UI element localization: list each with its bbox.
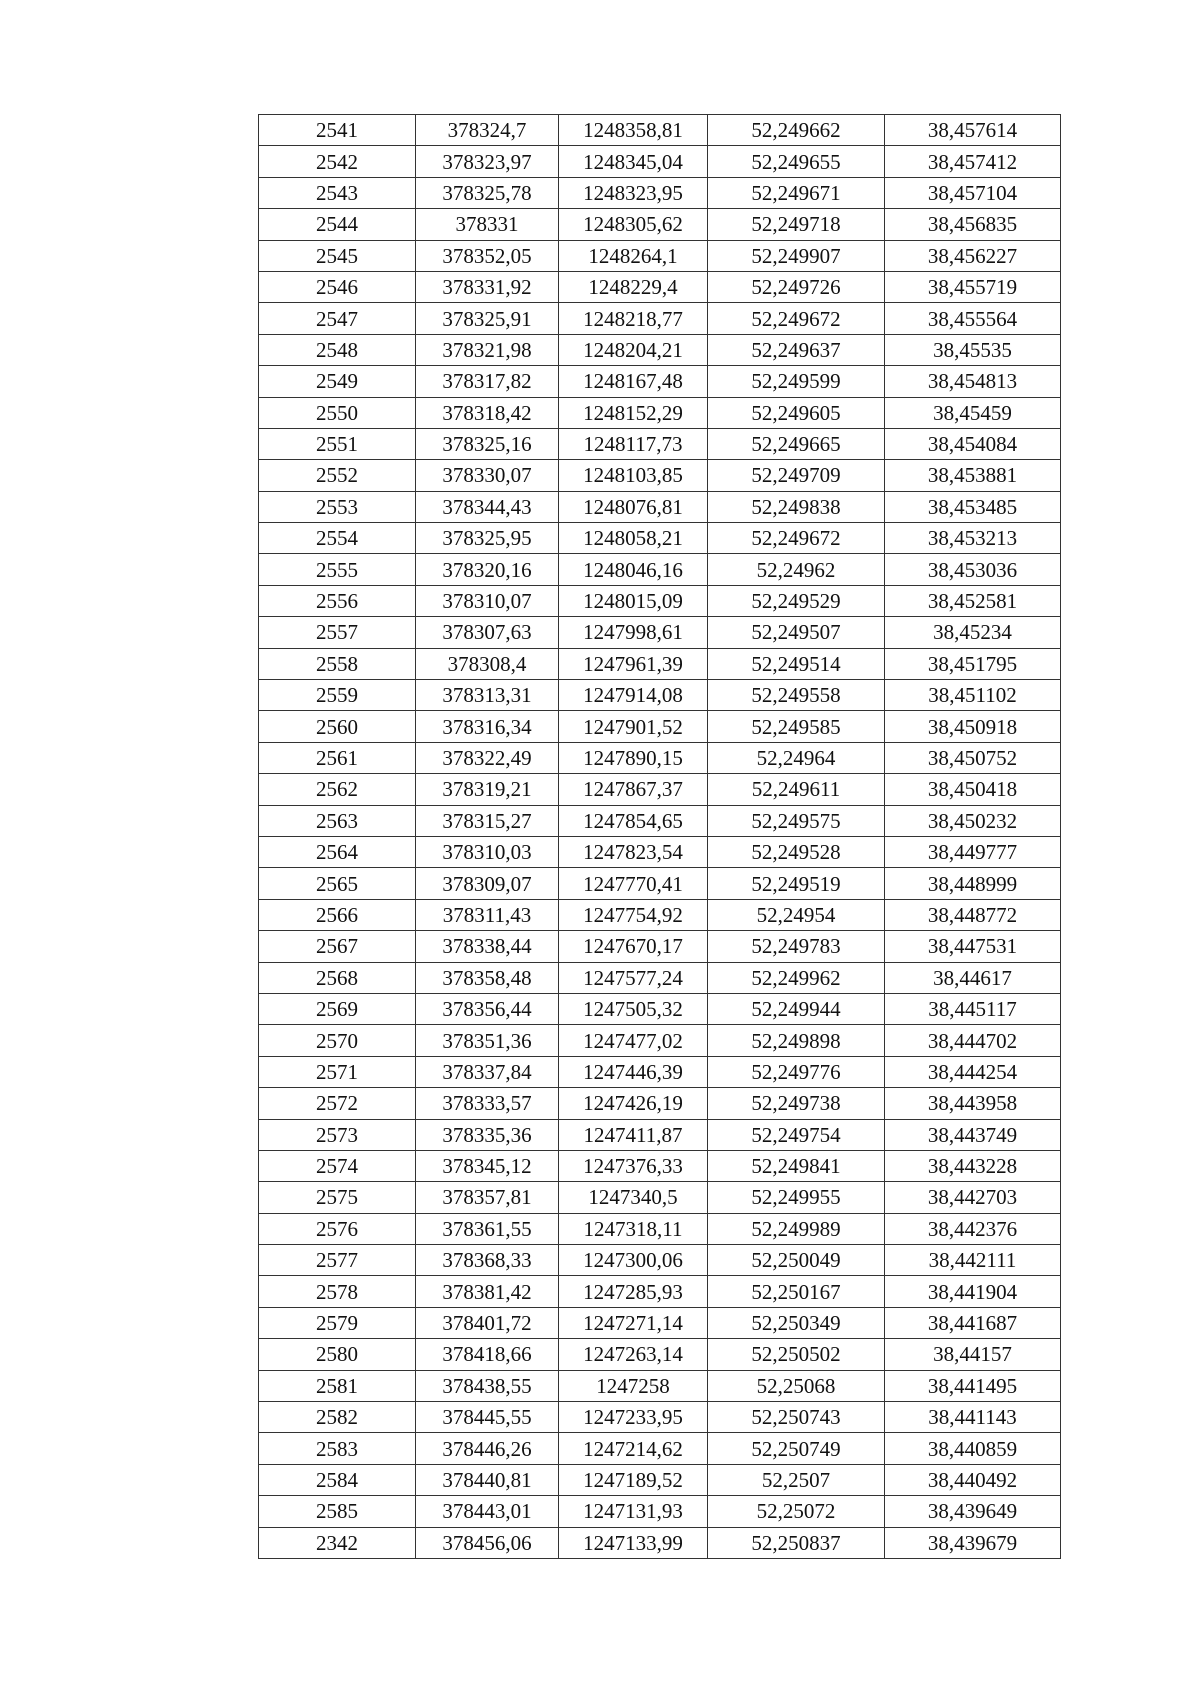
x-coordinate-cell: 378331 [416,209,559,240]
latitude-cell: 52,249519 [708,868,885,899]
x-coordinate-cell: 378345,12 [416,1150,559,1181]
point-number-cell: 2564 [259,836,416,867]
longitude-cell: 38,441904 [885,1276,1061,1307]
point-number-cell: 2577 [259,1245,416,1276]
longitude-cell: 38,443958 [885,1088,1061,1119]
x-coordinate-cell: 378310,07 [416,585,559,616]
table-body [259,115,1061,1559]
x-coordinate-cell: 378445,55 [416,1402,559,1433]
x-coordinate-cell: 378361,55 [416,1213,559,1244]
table-row [259,1213,1061,1244]
point-number-cell: 2578 [259,1276,416,1307]
point-number-cell: 2585 [259,1496,416,1527]
table-row [259,271,1061,302]
x-coordinate-cell: 378330,07 [416,460,559,491]
point-number-cell: 2342 [259,1527,416,1558]
x-coordinate-cell: 378446,26 [416,1433,559,1464]
longitude-cell: 38,444254 [885,1056,1061,1087]
x-coordinate-cell: 378335,36 [416,1119,559,1150]
table-row [259,115,1061,146]
table-row [259,1339,1061,1370]
point-number-cell: 2544 [259,209,416,240]
point-number-cell: 2571 [259,1056,416,1087]
x-coordinate-cell: 378319,21 [416,774,559,805]
x-coordinate-cell: 378356,44 [416,993,559,1024]
y-coordinate-cell: 1247998,61 [559,617,708,648]
latitude-cell: 52,249585 [708,711,885,742]
table-row [259,1088,1061,1119]
x-coordinate-cell: 378352,05 [416,240,559,271]
longitude-cell: 38,448999 [885,868,1061,899]
longitude-cell: 38,442376 [885,1213,1061,1244]
latitude-cell: 52,250837 [708,1527,885,1558]
latitude-cell: 52,249662 [708,115,885,146]
y-coordinate-cell: 1248264,1 [559,240,708,271]
longitude-cell: 38,444702 [885,1025,1061,1056]
y-coordinate-cell: 1247214,62 [559,1433,708,1464]
y-coordinate-cell: 1248015,09 [559,585,708,616]
latitude-cell: 52,249841 [708,1150,885,1181]
point-number-cell: 2570 [259,1025,416,1056]
longitude-cell: 38,45535 [885,334,1061,365]
point-number-cell: 2562 [259,774,416,805]
latitude-cell: 52,250167 [708,1276,885,1307]
x-coordinate-cell: 378315,27 [416,805,559,836]
table-row [259,931,1061,962]
longitude-cell: 38,439679 [885,1527,1061,1558]
x-coordinate-cell: 378325,95 [416,523,559,554]
point-number-cell: 2583 [259,1433,416,1464]
latitude-cell: 52,249962 [708,962,885,993]
point-number-cell: 2582 [259,1402,416,1433]
longitude-cell: 38,456227 [885,240,1061,271]
longitude-cell: 38,441495 [885,1370,1061,1401]
latitude-cell: 52,249718 [708,209,885,240]
point-number-cell: 2548 [259,334,416,365]
y-coordinate-cell: 1248305,62 [559,209,708,240]
longitude-cell: 38,449777 [885,836,1061,867]
latitude-cell: 52,249907 [708,240,885,271]
table-row [259,1496,1061,1527]
table-row [259,617,1061,648]
table-row [259,428,1061,459]
table-row [259,1433,1061,1464]
x-coordinate-cell: 378443,01 [416,1496,559,1527]
table-row [259,1276,1061,1307]
longitude-cell: 38,442703 [885,1182,1061,1213]
y-coordinate-cell: 1247271,14 [559,1307,708,1338]
y-coordinate-cell: 1247189,52 [559,1464,708,1495]
longitude-cell: 38,441687 [885,1307,1061,1338]
point-number-cell: 2541 [259,115,416,146]
y-coordinate-cell: 1247446,39 [559,1056,708,1087]
point-number-cell: 2550 [259,397,416,428]
point-number-cell: 2555 [259,554,416,585]
y-coordinate-cell: 1247340,5 [559,1182,708,1213]
table-row [259,1527,1061,1558]
x-coordinate-cell: 378456,06 [416,1527,559,1558]
y-coordinate-cell: 1247961,39 [559,648,708,679]
longitude-cell: 38,453881 [885,460,1061,491]
longitude-cell: 38,44157 [885,1339,1061,1370]
longitude-cell: 38,453036 [885,554,1061,585]
latitude-cell: 52,249944 [708,993,885,1024]
x-coordinate-cell: 378325,91 [416,303,559,334]
y-coordinate-cell: 1247890,15 [559,742,708,773]
point-number-cell: 2574 [259,1150,416,1181]
y-coordinate-cell: 1247131,93 [559,1496,708,1527]
point-number-cell: 2576 [259,1213,416,1244]
table-row [259,711,1061,742]
table-row [259,774,1061,805]
latitude-cell: 52,249558 [708,680,885,711]
y-coordinate-cell: 1247411,87 [559,1119,708,1150]
table-row [259,993,1061,1024]
point-number-cell: 2572 [259,1088,416,1119]
x-coordinate-cell: 378368,33 [416,1245,559,1276]
table-row [259,836,1061,867]
latitude-cell: 52,249672 [708,303,885,334]
latitude-cell: 52,249605 [708,397,885,428]
latitude-cell: 52,249507 [708,617,885,648]
latitude-cell: 52,249738 [708,1088,885,1119]
y-coordinate-cell: 1247867,37 [559,774,708,805]
table-row [259,366,1061,397]
y-coordinate-cell: 1247477,02 [559,1025,708,1056]
latitude-cell: 52,249726 [708,271,885,302]
y-coordinate-cell: 1248323,95 [559,177,708,208]
y-coordinate-cell: 1247285,93 [559,1276,708,1307]
point-number-cell: 2549 [259,366,416,397]
longitude-cell: 38,442111 [885,1245,1061,1276]
longitude-cell: 38,44617 [885,962,1061,993]
x-coordinate-cell: 378338,44 [416,931,559,962]
longitude-cell: 38,451102 [885,680,1061,711]
latitude-cell: 52,250502 [708,1339,885,1370]
x-coordinate-cell: 378324,7 [416,115,559,146]
longitude-cell: 38,440492 [885,1464,1061,1495]
latitude-cell: 52,249611 [708,774,885,805]
x-coordinate-cell: 378381,42 [416,1276,559,1307]
x-coordinate-cell: 378357,81 [416,1182,559,1213]
longitude-cell: 38,457412 [885,146,1061,177]
x-coordinate-cell: 378318,42 [416,397,559,428]
y-coordinate-cell: 1247133,99 [559,1527,708,1558]
longitude-cell: 38,453213 [885,523,1061,554]
latitude-cell: 52,250743 [708,1402,885,1433]
table-row [259,240,1061,271]
x-coordinate-cell: 378308,4 [416,648,559,679]
x-coordinate-cell: 378313,31 [416,680,559,711]
point-number-cell: 2566 [259,899,416,930]
latitude-cell: 52,249671 [708,177,885,208]
latitude-cell: 52,249989 [708,1213,885,1244]
point-number-cell: 2557 [259,617,416,648]
longitude-cell: 38,454813 [885,366,1061,397]
point-number-cell: 2546 [259,271,416,302]
longitude-cell: 38,441143 [885,1402,1061,1433]
x-coordinate-cell: 378344,43 [416,491,559,522]
longitude-cell: 38,439649 [885,1496,1061,1527]
x-coordinate-cell: 378310,03 [416,836,559,867]
point-number-cell: 2565 [259,868,416,899]
latitude-cell: 52,249637 [708,334,885,365]
point-number-cell: 2552 [259,460,416,491]
table-row [259,209,1061,240]
point-number-cell: 2573 [259,1119,416,1150]
longitude-cell: 38,454084 [885,428,1061,459]
x-coordinate-cell: 378333,57 [416,1088,559,1119]
point-number-cell: 2560 [259,711,416,742]
latitude-cell: 52,249514 [708,648,885,679]
latitude-cell: 52,249709 [708,460,885,491]
y-coordinate-cell: 1248358,81 [559,115,708,146]
latitude-cell: 52,249898 [708,1025,885,1056]
longitude-cell: 38,455564 [885,303,1061,334]
y-coordinate-cell: 1248152,29 [559,397,708,428]
longitude-cell: 38,450418 [885,774,1061,805]
table-row [259,899,1061,930]
x-coordinate-cell: 378317,82 [416,366,559,397]
longitude-cell: 38,445117 [885,993,1061,1024]
y-coordinate-cell: 1247577,24 [559,962,708,993]
x-coordinate-cell: 378358,48 [416,962,559,993]
x-coordinate-cell: 378401,72 [416,1307,559,1338]
latitude-cell: 52,249529 [708,585,885,616]
point-number-cell: 2556 [259,585,416,616]
latitude-cell: 52,249838 [708,491,885,522]
latitude-cell: 52,249528 [708,836,885,867]
point-number-cell: 2553 [259,491,416,522]
y-coordinate-cell: 1248103,85 [559,460,708,491]
latitude-cell: 52,24962 [708,554,885,585]
point-number-cell: 2547 [259,303,416,334]
y-coordinate-cell: 1247300,06 [559,1245,708,1276]
point-number-cell: 2580 [259,1339,416,1370]
point-number-cell: 2584 [259,1464,416,1495]
y-coordinate-cell: 1248345,04 [559,146,708,177]
longitude-cell: 38,440859 [885,1433,1061,1464]
table-row [259,1056,1061,1087]
point-number-cell: 2542 [259,146,416,177]
table-row [259,146,1061,177]
x-coordinate-cell: 378418,66 [416,1339,559,1370]
latitude-cell: 52,250049 [708,1245,885,1276]
y-coordinate-cell: 1247233,95 [559,1402,708,1433]
table-row [259,397,1061,428]
longitude-cell: 38,45459 [885,397,1061,428]
x-coordinate-cell: 378325,16 [416,428,559,459]
x-coordinate-cell: 378320,16 [416,554,559,585]
longitude-cell: 38,443228 [885,1150,1061,1181]
point-number-cell: 2569 [259,993,416,1024]
table-row [259,680,1061,711]
table-row [259,1025,1061,1056]
point-number-cell: 2568 [259,962,416,993]
table-row [259,1464,1061,1495]
coordinates-table [258,114,1061,1559]
point-number-cell: 2554 [259,523,416,554]
y-coordinate-cell: 1247318,11 [559,1213,708,1244]
x-coordinate-cell: 378337,84 [416,1056,559,1087]
x-coordinate-cell: 378323,97 [416,146,559,177]
table-row [259,868,1061,899]
table-row [259,1182,1061,1213]
y-coordinate-cell: 1247670,17 [559,931,708,962]
y-coordinate-cell: 1247914,08 [559,680,708,711]
y-coordinate-cell: 1247258 [559,1370,708,1401]
point-number-cell: 2563 [259,805,416,836]
table-row [259,1119,1061,1150]
y-coordinate-cell: 1248204,21 [559,334,708,365]
point-number-cell: 2543 [259,177,416,208]
latitude-cell: 52,249575 [708,805,885,836]
table-row [259,1307,1061,1338]
y-coordinate-cell: 1247263,14 [559,1339,708,1370]
latitude-cell: 52,249599 [708,366,885,397]
table-row [259,1245,1061,1276]
x-coordinate-cell: 378325,78 [416,177,559,208]
y-coordinate-cell: 1247505,32 [559,993,708,1024]
table-row [259,303,1061,334]
point-number-cell: 2581 [259,1370,416,1401]
y-coordinate-cell: 1248076,81 [559,491,708,522]
longitude-cell: 38,451795 [885,648,1061,679]
latitude-cell: 52,249672 [708,523,885,554]
table-row [259,523,1061,554]
y-coordinate-cell: 1248117,73 [559,428,708,459]
longitude-cell: 38,45234 [885,617,1061,648]
latitude-cell: 52,250349 [708,1307,885,1338]
y-coordinate-cell: 1248218,77 [559,303,708,334]
latitude-cell: 52,249655 [708,146,885,177]
longitude-cell: 38,443749 [885,1119,1061,1150]
table-row [259,334,1061,365]
latitude-cell: 52,249754 [708,1119,885,1150]
x-coordinate-cell: 378309,07 [416,868,559,899]
point-number-cell: 2567 [259,931,416,962]
x-coordinate-cell: 378322,49 [416,742,559,773]
longitude-cell: 38,450918 [885,711,1061,742]
y-coordinate-cell: 1248167,48 [559,366,708,397]
x-coordinate-cell: 378438,55 [416,1370,559,1401]
latitude-cell: 52,24964 [708,742,885,773]
longitude-cell: 38,452581 [885,585,1061,616]
y-coordinate-cell: 1247823,54 [559,836,708,867]
latitude-cell: 52,2507 [708,1464,885,1495]
longitude-cell: 38,457104 [885,177,1061,208]
longitude-cell: 38,450752 [885,742,1061,773]
y-coordinate-cell: 1248046,16 [559,554,708,585]
longitude-cell: 38,448772 [885,899,1061,930]
latitude-cell: 52,25068 [708,1370,885,1401]
table-row [259,460,1061,491]
table-row [259,962,1061,993]
y-coordinate-cell: 1248229,4 [559,271,708,302]
x-coordinate-cell: 378321,98 [416,334,559,365]
x-coordinate-cell: 378316,34 [416,711,559,742]
latitude-cell: 52,249955 [708,1182,885,1213]
latitude-cell: 52,250749 [708,1433,885,1464]
longitude-cell: 38,447531 [885,931,1061,962]
x-coordinate-cell: 378311,43 [416,899,559,930]
y-coordinate-cell: 1247770,41 [559,868,708,899]
table-row [259,177,1061,208]
table-row [259,805,1061,836]
x-coordinate-cell: 378440,81 [416,1464,559,1495]
table-row [259,1370,1061,1401]
longitude-cell: 38,450232 [885,805,1061,836]
latitude-cell: 52,25072 [708,1496,885,1527]
point-number-cell: 2558 [259,648,416,679]
latitude-cell: 52,249665 [708,428,885,459]
latitude-cell: 52,24954 [708,899,885,930]
point-number-cell: 2545 [259,240,416,271]
longitude-cell: 38,453485 [885,491,1061,522]
table-row [259,554,1061,585]
x-coordinate-cell: 378351,36 [416,1025,559,1056]
y-coordinate-cell: 1247854,65 [559,805,708,836]
point-number-cell: 2551 [259,428,416,459]
point-number-cell: 2579 [259,1307,416,1338]
y-coordinate-cell: 1247426,19 [559,1088,708,1119]
y-coordinate-cell: 1247901,52 [559,711,708,742]
longitude-cell: 38,456835 [885,209,1061,240]
latitude-cell: 52,249783 [708,931,885,962]
table-row [259,742,1061,773]
x-coordinate-cell: 378331,92 [416,271,559,302]
table-row [259,491,1061,522]
table-row [259,1150,1061,1181]
longitude-cell: 38,455719 [885,271,1061,302]
x-coordinate-cell: 378307,63 [416,617,559,648]
longitude-cell: 38,457614 [885,115,1061,146]
point-number-cell: 2559 [259,680,416,711]
table-row [259,1402,1061,1433]
y-coordinate-cell: 1248058,21 [559,523,708,554]
table-row [259,648,1061,679]
y-coordinate-cell: 1247754,92 [559,899,708,930]
point-number-cell: 2575 [259,1182,416,1213]
table-row [259,585,1061,616]
point-number-cell: 2561 [259,742,416,773]
latitude-cell: 52,249776 [708,1056,885,1087]
y-coordinate-cell: 1247376,33 [559,1150,708,1181]
